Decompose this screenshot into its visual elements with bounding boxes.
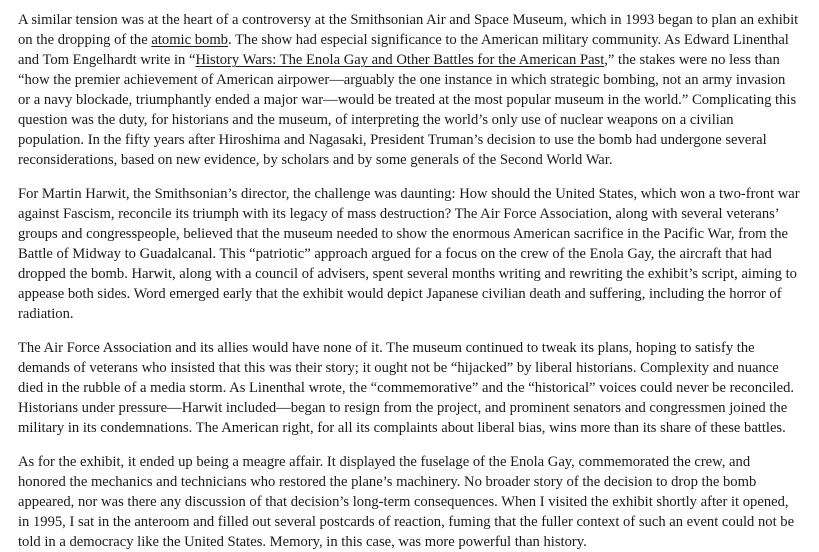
paragraph-3-text: The Air Force Association and its allies would have none of it. The museum continued to tweak its plans, hoping to satisfy the demands of veterans who insisted that this was their story; it ought not be “hijacked” by liberal historians. Complexity and nuance died in the rubble of a media storm. As Linenthal wrote, the “commemorative” and the “historical” voices could never be reconciled. Historians under pressure—Harwit included—began to resign from the project, and prominent senators and congressmen joined the military in its condemnations. The American right, for all its complaints about liberal bias, wins more than its share of these battles. bbox=[18, 340, 795, 436]
history-wars-book-link[interactable]: History Wars: The Enola Gay and Other Battles for the American Past bbox=[195, 52, 605, 68]
paragraph-3 bbox=[18, 338, 801, 438]
paragraph-4 bbox=[18, 452, 801, 552]
paragraph-4-text: As for the exhibit, it ended up being a meagre affair. It displayed the fuselage of the Enola Gay, commemorated the crew, and honored the mechanics and technicians who restored the plane’s machinery. No broader story of the decision to drop the bomb appeared, nor was there any discussion of that decision’s long-term consequences. When I visited the exhibit shortly after it opened, in 1995, I sat in the anteroom and filled out several postcards of reaction, fuming that the fuller context of such an event could not be told in a democracy like the United States. Memory, in this case, was more powerful than history. bbox=[18, 454, 795, 550]
paragraph-1-text-3: ,” the stakes were no less than “how the premier achievement of American airpower—arguably the one instance in which strategic bombing, not an army invasion or a navy blockade, triumphantly ended a major war—would be treated at the most popular museum in the world.” Complicating this question was the duty, for historians and the museum, of interpreting the world’s only use of nuclear weapons on a civilian population. In the fifty years after Hiroshima and Nagasaki, President Truman’s decision to use the bomb had undergone several reconsiderations, based on new evidence, by scholars and by some generals of the Second World War. bbox=[18, 52, 797, 168]
paragraph-2 bbox=[18, 184, 801, 324]
paragraph-1-text-1: A similar tension was at the heart of a controversy at the Smithsonian Air and Space Museum, which in 1993 began to plan an exhibit on the dropping of the bbox=[18, 12, 799, 48]
atomic-bomb-link[interactable]: atomic bomb bbox=[151, 32, 228, 48]
paragraph-1 bbox=[18, 10, 801, 170]
paragraph-1-text-2: . The show had especial significance to the American military community. As Edward Linenthal and Tom Engelhardt write in “ bbox=[18, 32, 789, 68]
paragraph-2-text: For Martin Harwit, the Smithsonian’s director, the challenge was daunting: How should the United States, which won a two-front war against Fascism, reconcile its triumph with its legacy of mass destruction? The Air Force Association, along with several veterans’ groups and congresspeople, believed that the museum needed to show the enormous American sacrifice in the Pacific War, from the Battle of Midway to Guadalcanal. This “patriotic” approach argued for a focus on the crew of the Enola Gay, the aircraft that had dropped the bomb. Harwit, along with a council of advisers, spent several months writing and rewriting the exhibit’s script, aiming to appease both sides. Word emerged early that the exhibit would depict Japanese civilian death and suffering, including the horror of radiation. bbox=[18, 186, 800, 322]
